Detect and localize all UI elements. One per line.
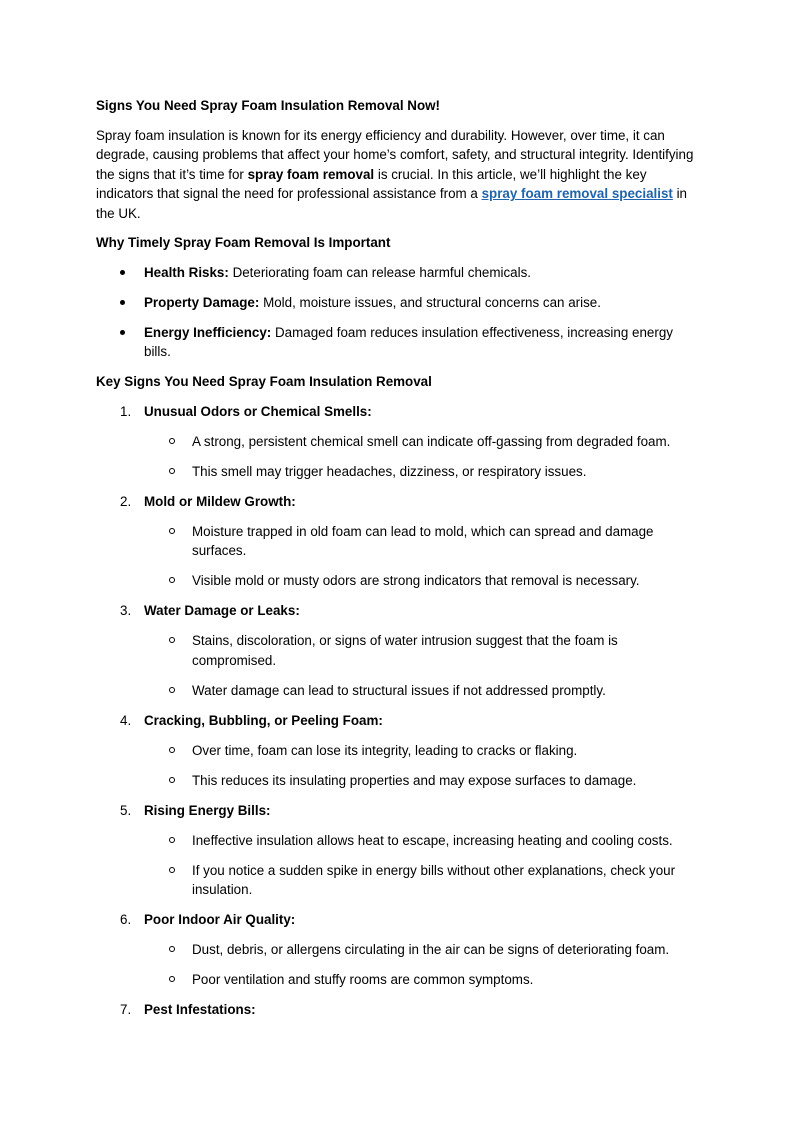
circle-bullet-icon [169, 976, 175, 982]
point-text: This reduces its insulating properties and may expose surfaces to damage. [192, 772, 637, 788]
intro-text-1: Spray foam insulation is known for its energy efficiency and durability. However, over time, it can degrade, causing problems that affect your home’s comfort, safety, and structural integrity. Identifying the signs that it’s time for [96, 127, 694, 182]
intro-text-2: is crucial. In this article, we’ll highlight the key indicators that signal the need for professional assistance from a [96, 166, 647, 201]
sign-point [144, 432, 701, 452]
sign-title: Poor Indoor Air Quality: [144, 912, 296, 927]
item-label: Health Risks: [144, 264, 229, 280]
intro-text-3: in the UK. [96, 186, 688, 221]
sign-point [144, 861, 701, 900]
list-item [96, 293, 701, 313]
circle-bullet-icon [169, 747, 175, 753]
list-item [96, 323, 701, 362]
sign-points [144, 432, 701, 482]
sign-number: 2. [120, 493, 132, 509]
sign-item [96, 492, 701, 591]
bullet-icon [120, 330, 125, 335]
point-text: Stains, discoloration, or signs of water intrusion suggest that the foam is compromised. [192, 633, 618, 668]
point-text: Moisture trapped in old foam can lead to mold, which can spread and damage surfaces. [192, 523, 654, 558]
sign-points [144, 631, 701, 700]
sign-point [144, 681, 701, 701]
sign-title: Rising Energy Bills: [144, 802, 271, 818]
point-text: This smell may trigger headaches, dizziness, or respiratory issues. [192, 463, 587, 479]
point-text: Poor ventilation and stuffy rooms are common symptoms. [192, 972, 534, 987]
sign-point [144, 831, 701, 851]
circle-bullet-icon [169, 837, 175, 843]
point-text: Over time, foam can lose its integrity, leading to cracks or flaking. [192, 742, 578, 758]
sign-point [144, 522, 701, 561]
point-text: Visible mold or musty odors are strong indicators that removal is necessary. [192, 573, 640, 588]
sign-point [144, 462, 701, 482]
sign-points [144, 522, 701, 591]
item-label: Energy Inefficiency: [144, 324, 272, 340]
sign-title: Pest Infestations: [144, 1002, 256, 1017]
circle-bullet-icon [169, 637, 175, 643]
sign-item [96, 711, 701, 791]
sign-title: Cracking, Bubbling, or Peeling Foam: [144, 712, 383, 728]
point-text: Dust, debris, or allergens circulating in the air can be signs of deteriorating foam. [192, 942, 670, 957]
sign-point [144, 771, 701, 791]
sign-points [144, 940, 701, 990]
circle-bullet-icon [169, 438, 175, 444]
document-title: Signs You Need Spray Foam Insulation Removal Now! [96, 98, 441, 113]
circle-bullet-icon [169, 577, 175, 583]
sign-number: 6. [120, 912, 132, 927]
sign-point [144, 940, 701, 960]
sign-item [96, 910, 701, 990]
sign-point [144, 571, 701, 591]
sign-item [96, 1000, 701, 1020]
sign-item [96, 801, 701, 900]
importance-heading: Why Timely Spray Foam Removal Is Important [96, 235, 391, 250]
point-text: Ineffective insulation allows heat to escape, increasing heating and cooling costs. [192, 832, 673, 848]
importance-list [96, 263, 701, 362]
circle-bullet-icon [169, 468, 175, 474]
sign-number: 7. [120, 1002, 132, 1017]
sign-title: Mold or Mildew Growth: [144, 493, 296, 509]
circle-bullet-icon [169, 867, 175, 873]
item-label: Property Damage: [144, 294, 260, 310]
sign-title: Water Damage or Leaks: [144, 603, 300, 618]
intro-paragraph [96, 126, 701, 224]
list-item [96, 263, 701, 283]
bullet-icon [120, 300, 125, 305]
sign-item [96, 601, 701, 700]
point-text: If you notice a sudden spike in energy bills without other explanations, check your insulation. [192, 862, 676, 897]
circle-bullet-icon [169, 528, 175, 534]
sign-point [144, 631, 701, 670]
sign-number: 1. [120, 403, 132, 419]
document-body [96, 96, 701, 1030]
sign-number: 4. [120, 712, 132, 728]
intro-bold-term: spray foam removal [247, 166, 375, 182]
point-text: Water damage can lead to structural issues if not addressed promptly. [192, 682, 606, 698]
item-text: Damaged foam reduces insulation effectiveness, increasing energy bills. [144, 324, 673, 359]
sign-title: Unusual Odors or Chemical Smells: [144, 403, 372, 419]
item-text: Deteriorating foam can release harmful chemicals. [228, 264, 532, 280]
specialist-link[interactable]: spray foam removal specialist [481, 186, 673, 201]
sign-number: 3. [120, 603, 132, 618]
sign-points [144, 831, 701, 900]
circle-bullet-icon [169, 946, 175, 952]
signs-heading: Key Signs You Need Spray Foam Insulation Removal [96, 374, 432, 389]
item-text: Mold, moisture issues, and structural concerns can arise. [259, 294, 601, 310]
sign-item [96, 402, 701, 482]
sign-point [144, 970, 701, 990]
point-text: A strong, persistent chemical smell can indicate off-gassing from degraded foam. [192, 433, 671, 449]
signs-list [96, 402, 701, 1020]
sign-points [144, 741, 701, 791]
sign-number: 5. [120, 802, 132, 818]
bullet-icon [120, 270, 125, 275]
circle-bullet-icon [169, 687, 175, 693]
sign-point [144, 741, 701, 761]
circle-bullet-icon [169, 777, 175, 783]
